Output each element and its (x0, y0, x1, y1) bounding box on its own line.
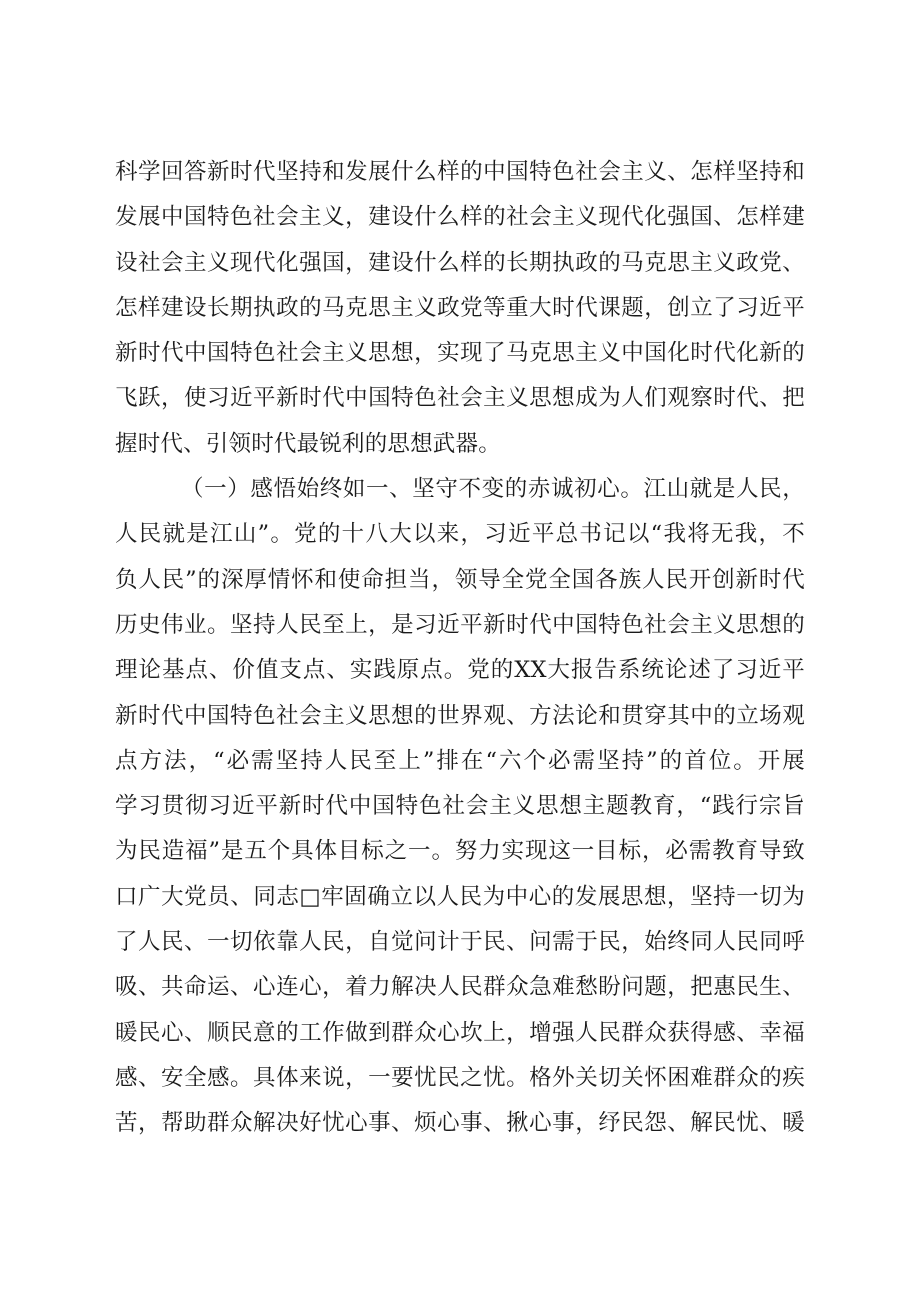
paragraph-line: 新时代中国特色社会主义思想的世界观、方法论和贯穿其中的立场观 (115, 702, 805, 729)
paragraph-line: 感、安全感。具体来说，一要忧民之忧。格外关切关怀困难群众的疾 (115, 1064, 805, 1091)
document-body (115, 150, 805, 1147)
paragraph-line: 为民造福”是五个具体目标之一。努力实现这一目标，必需教育导致 (115, 838, 805, 865)
paragraph-line: 飞跃，使习近平新时代中国特色社会主义思想成为人们观察时代、把 (115, 385, 805, 412)
paragraph-line: 理论基点、价值支点、实践原点。党的XX大报告系统论述了习近平 (115, 657, 805, 684)
section-heading-line: （一）感悟始终如一、坚守不变的赤诚初心。江山就是人民， (181, 476, 805, 503)
paragraph-line: 握时代、引领时代最锐利的思想武器。 (115, 430, 501, 457)
paragraph-line: 设社会主义现代化强国，建设什么样的长期执政的马克思主义政党、 (115, 249, 805, 276)
paragraph-line: 吸、共命运、心连心，着力解决人民群众急难愁盼问题，把惠民生、 (115, 974, 805, 1001)
paragraph-line: 怎样建设长期执政的马克思主义政党等重大时代课题，创立了习近平 (115, 294, 805, 321)
paragraph-line: 学习贯彻习近平新时代中国特色社会主义思想主题教育，“践行宗旨 (115, 793, 805, 820)
paragraph-1 (115, 150, 805, 467)
paragraph-line: 历史伟业。坚持人民至上，是习近平新时代中国特色社会主义思想的 (115, 611, 805, 638)
paragraph-2 (115, 467, 805, 1146)
paragraph-line: 科学回答新时代坚持和发展什么样的中国特色社会主义、怎样坚持和 (115, 159, 805, 185)
paragraph-line: 暖民心、顺民意的工作做到群众心坎上，增强人民群众获得感、幸福 (115, 1019, 805, 1046)
paragraph-line: 口广大党员、同志□牢固确立以人民为中心的发展思想，坚持一切为 (115, 883, 805, 910)
paragraph-line: 了人民、一切依靠人民，自觉问计于民、问需于民，始终同人民同呼 (115, 929, 805, 956)
paragraph-line: 负人民”的深厚情怀和使命担当，领导全党全国各族人民开创新时代 (115, 566, 805, 593)
paragraph-line: 人民就是江山”。党的十八大以来，习近平总书记以“我将无我，不 (115, 521, 805, 548)
paragraph-line: 新时代中国特色社会主义思想，实现了马克思主义中国化时代化新的 (115, 340, 805, 367)
paragraph-line: 苦，帮助群众解决好忧心事、烦心事、揪心事，纾民怨、解民忧、暖 (115, 1110, 805, 1137)
paragraph-line: 点方法，“必需坚持人民至上”排在“六个必需坚持”的首位。开展 (115, 747, 805, 774)
paragraph-line: 发展中国特色社会主义，建设什么样的社会主义现代化强国、怎样建 (115, 204, 805, 231)
